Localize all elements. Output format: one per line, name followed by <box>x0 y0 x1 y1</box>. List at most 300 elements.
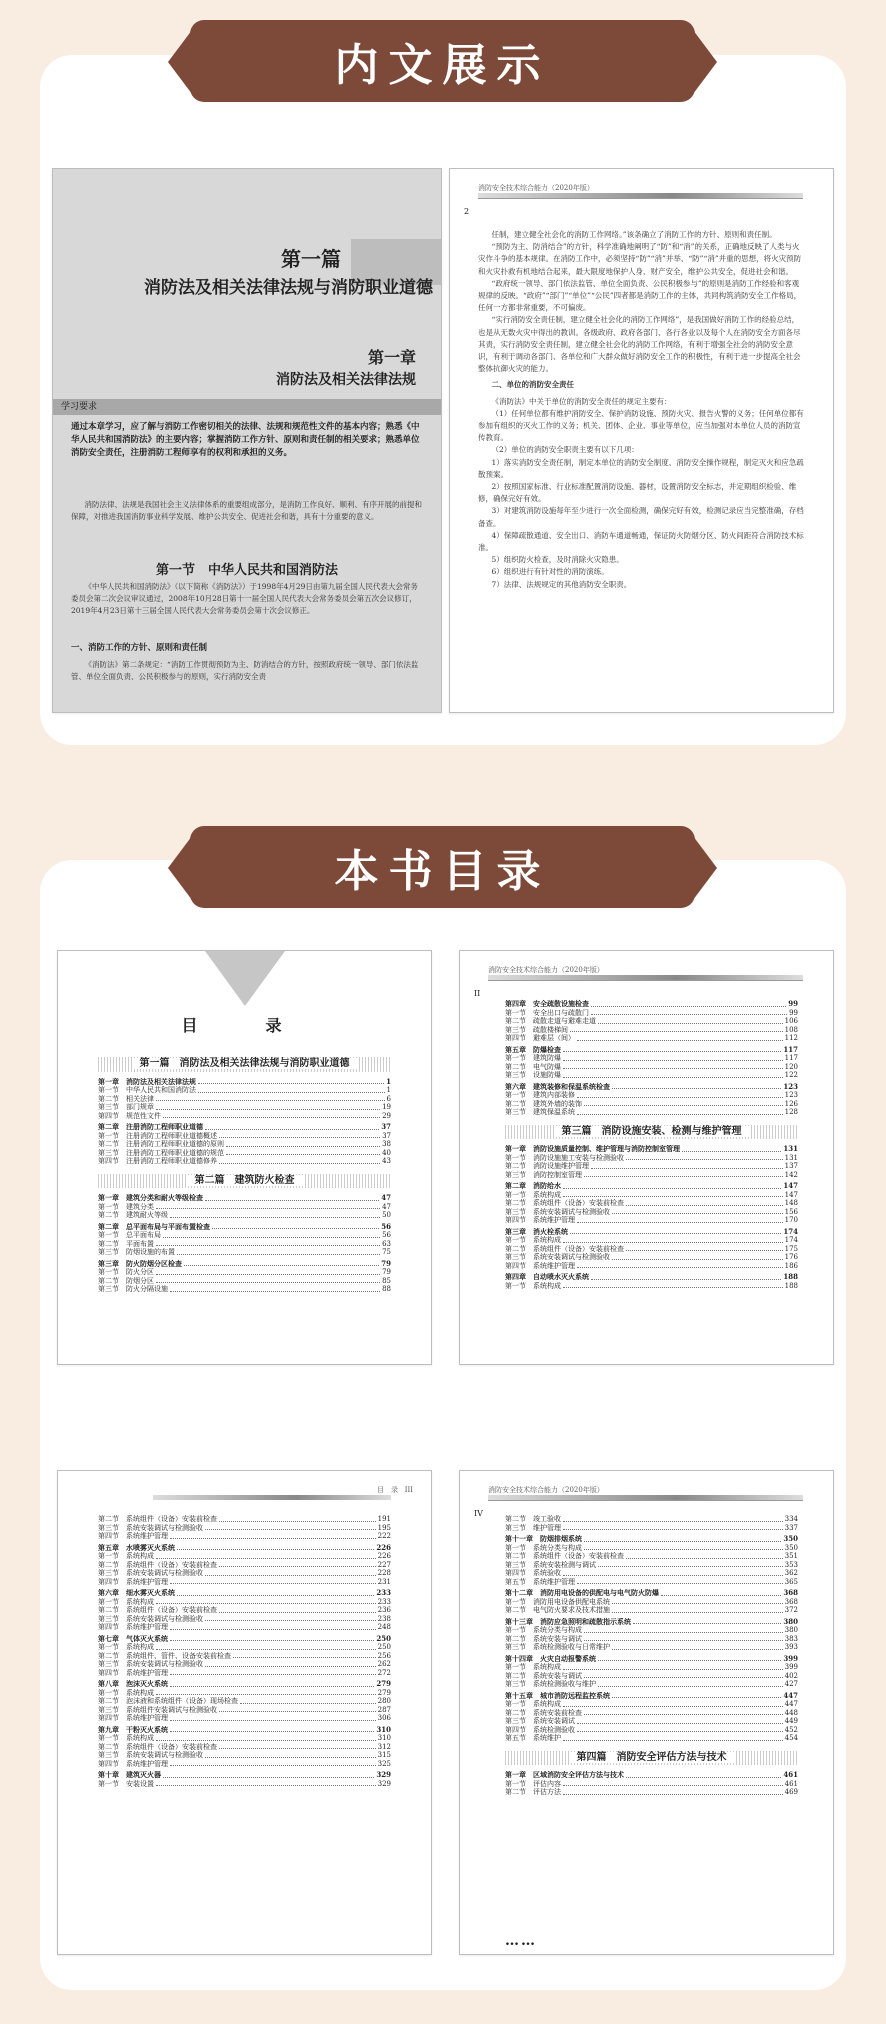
toc-section-row <box>505 1026 798 1035</box>
toc-page-number: 1 <box>386 1086 391 1094</box>
toc-section-row <box>505 1034 798 1043</box>
toc-leader-dots <box>626 1552 783 1559</box>
toc-section-row <box>98 1231 391 1240</box>
toc-page-number: 147 <box>783 1181 798 1190</box>
toc-leader-dots <box>563 1569 783 1576</box>
toc-page-number: 174 <box>783 1226 798 1236</box>
toc-list <box>505 1515 798 1797</box>
toc-entry-label: 第三章 防火防烟分区检查 <box>98 1258 182 1268</box>
toc-leader-dots <box>156 1689 376 1696</box>
toc-section-row <box>98 1714 391 1723</box>
toc-list <box>505 997 798 1290</box>
toc-section-row <box>505 1108 798 1117</box>
toc-leader-dots <box>219 1743 376 1750</box>
toc-leader-dots <box>577 1034 783 1041</box>
toc-page-number: 226 <box>377 1552 391 1560</box>
toc-entry-label: 第三节 消防控制室管理 <box>505 1170 582 1179</box>
toc-leader-dots <box>612 1643 783 1650</box>
toc-chapter-row <box>505 1083 798 1092</box>
toc-page-number: 188 <box>784 1281 798 1290</box>
toc-page-number: 329 <box>377 1779 391 1788</box>
toc-page-number: 427 <box>784 1680 798 1688</box>
toc-section-row <box>98 1268 391 1277</box>
toc-section-row <box>98 1615 391 1624</box>
toc-entry-label: 第一节 评估内容 <box>505 1779 561 1788</box>
toc-entry-label: 第一章 区域消防安全评估方法与技术 <box>505 1770 624 1779</box>
toc-leader-dots <box>170 1578 376 1585</box>
toc-leader-dots <box>563 1191 783 1198</box>
toc-leader-dots <box>170 1726 374 1733</box>
toc-leader-dots <box>577 1578 783 1585</box>
toc-entry-label: 第一节 中华人民共和国消防法 <box>98 1086 196 1094</box>
toc-chapter-row <box>98 1680 391 1689</box>
toc-page-number: 399 <box>783 1653 798 1663</box>
toc-section-row <box>505 1598 798 1607</box>
toc-page-number: 85 <box>382 1276 391 1285</box>
toc-leader-dots <box>598 1680 783 1687</box>
toc-page-number: 38 <box>382 1140 391 1148</box>
toc-page-number: 315 <box>377 1751 391 1759</box>
toc-page-number: 227 <box>377 1560 391 1569</box>
toc-page-4 <box>459 1470 834 1955</box>
toc-page-number: 156 <box>784 1207 798 1216</box>
toc-section-row <box>505 1216 798 1225</box>
toc-leader-dots <box>219 1515 376 1522</box>
toc-leader-dots <box>156 1734 376 1741</box>
toc-page-number: 402 <box>784 1671 798 1680</box>
chapter-title: 消防法及相关法律法规 <box>276 372 416 388</box>
toc-entry-label: 第三章 消火栓系统 <box>505 1226 568 1236</box>
toc-leader-dots <box>563 1524 783 1531</box>
toc-section-row <box>98 1203 391 1212</box>
toc-page-number: 88 <box>382 1285 391 1293</box>
paragraph: “政府统一领导、部门依法监管、单位全面负责、公民积极参与”的原则是消防工作经验和客观规律的反映。“政府”“部门”“单位”“公民”四者都是消防工作的主体，共同构筑消防安全工作格局，任何一方都非常重要，不可偏废。 <box>478 278 802 313</box>
toc-page-number: 56 <box>381 1221 391 1231</box>
toc-page-number: 449 <box>784 1717 798 1725</box>
toc-page-number: 188 <box>783 1272 798 1281</box>
more-ellipsis: …… <box>505 1933 537 1949</box>
toc-page-number: 147 <box>784 1190 798 1199</box>
running-head: 消防安全技术综合能力（2020年版） <box>488 966 604 974</box>
toc-entry-label: 第八章 泡沫灭火系统 <box>98 1679 168 1688</box>
paragraph: （2）单位的消防安全职责主要有以下几项： <box>491 445 639 455</box>
toc-entry-label: 第三节 系统安装调试与检测验收 <box>98 1660 203 1668</box>
toc-section-row <box>505 1726 798 1735</box>
toc-entry-label: 第五章 水喷雾灭火系统 <box>98 1542 175 1552</box>
toc-leader-dots <box>240 1697 376 1704</box>
toc-section-row <box>98 1240 391 1249</box>
toc-section-row <box>505 1524 798 1533</box>
toc-entry-label: 第二节 注册消防工程师职业道德的原则 <box>98 1140 224 1148</box>
toc-part-heading: 第一篇 消防法及相关法律法规与消防职业道德 <box>98 1057 391 1072</box>
toc-entry-label: 第三节 系统安装调试 <box>505 1717 575 1725</box>
toc-leader-dots <box>205 1615 376 1622</box>
toc-leader-dots <box>170 1669 376 1676</box>
toc-section-row <box>505 1709 798 1718</box>
paragraph: 2）按照国家标准、行业标准配置消防设施、器材，设置消防安全标志，并定期组织检验、维修，确保完好有效。 <box>478 482 797 504</box>
toc-page-number: 353 <box>784 1560 798 1569</box>
toc-entry-label: 第二节 平面布置 <box>98 1239 154 1248</box>
toc-section-row <box>98 1515 391 1524</box>
toc-entry-label: 第三节 系统检测验收与维护 <box>505 1680 596 1688</box>
toc-leader-dots <box>198 1078 384 1085</box>
header-rule-thin <box>488 1500 803 1501</box>
toc-page-number: 280 <box>377 1697 391 1705</box>
toc-leader-dots <box>563 1663 783 1670</box>
toc-entry-label: 第三节 系统安装调试与检测验收 <box>98 1569 203 1577</box>
toc-entry-label: 第一节 系统构成 <box>98 1643 154 1651</box>
toc-page-number: 142 <box>784 1170 798 1179</box>
toc-page-number: 128 <box>784 1108 798 1116</box>
toc-section-row <box>505 1635 798 1644</box>
toc-entry-label: 第二节 系统组件（设备）安装前检查 <box>505 1552 624 1560</box>
toc-leader-dots <box>170 1760 376 1767</box>
toc-entry-label: 第一节 消防设施施工安装与检测验收 <box>505 1153 624 1162</box>
toc-entry-label: 第一节 系统构成 <box>98 1597 154 1606</box>
toc-chapter-row <box>505 1692 798 1701</box>
toc-leader-dots <box>156 1240 380 1247</box>
toc-entry-label: 第二节 竣工验收 <box>505 1515 561 1523</box>
toc-entry-label: 第三节 系统安装调试与检测验收 <box>505 1207 610 1216</box>
toc-chapter-row <box>98 1544 391 1553</box>
toc-entry-label: 第三节 建筑保温系统 <box>505 1108 575 1116</box>
section-paragraph: 《中华人民共和国消防法》（以下简称《消防法》）于1998年4月29日由第九届全国人民代表大会常务委员会第二次会议审议通过，2008年10月28日第十一届全国人民代表大会常务委员会第五次会议修订，2019年4月23日第十三届全国人民代表大会常务委员会第十次会议修正。 <box>71 582 418 615</box>
toc-chapter-row <box>505 1535 798 1544</box>
toc-entry-label: 第三节 系统安装调试与检测验收 <box>98 1751 203 1759</box>
toc-page-number: 126 <box>784 1099 798 1108</box>
toc-page-number: 231 <box>377 1577 391 1586</box>
toc-section-row <box>98 1103 391 1112</box>
toc-page-number: 279 <box>376 1679 391 1688</box>
toc-section-row <box>98 1743 391 1752</box>
toc-page-number: 461 <box>783 1770 798 1779</box>
toc-leader-dots <box>584 1672 783 1679</box>
toc-page-number: 99 <box>789 1008 798 1017</box>
toc-section-row <box>98 1606 391 1615</box>
toc-entry-label: 第二节 系统组件（设备）安装前检查 <box>98 1560 217 1569</box>
toc-leader-dots <box>156 1552 376 1559</box>
toc-section-row <box>505 1282 798 1291</box>
toc-page-number: 325 <box>377 1759 391 1768</box>
page-body <box>478 229 805 591</box>
toc-leader-dots <box>563 1182 781 1189</box>
toc-entry-label: 第二节 系统组件（设备）安装前检查 <box>505 1244 624 1253</box>
sample-page-chapter-opening <box>52 168 442 713</box>
toc-page-number: 362 <box>784 1569 798 1577</box>
toc-page-number: 47 <box>381 1193 391 1202</box>
toc-leader-dots <box>563 1063 783 1070</box>
toc-leader-dots <box>198 1086 385 1093</box>
toc-section-row <box>505 1009 798 1018</box>
toc-leader-dots <box>584 1626 783 1633</box>
toc-section-row <box>98 1734 391 1743</box>
toc-page-number: 137 <box>784 1162 798 1170</box>
toc-leader-dots <box>219 1606 376 1613</box>
toc-chapter-row <box>505 1618 798 1627</box>
toc-section-row <box>505 1544 798 1553</box>
sample-page-text <box>449 168 834 713</box>
toc-leader-dots <box>205 1660 376 1667</box>
toc-leader-dots <box>633 1618 781 1625</box>
toc-section-row <box>98 1689 391 1698</box>
toc-entry-label: 第三节 防烟设施的布置 <box>98 1248 175 1256</box>
toc-entry-label: 第一节 系统分类与构成 <box>505 1543 582 1552</box>
toc-entry-label: 第一节 消防用电设备供配电系统 <box>505 1597 610 1606</box>
toc-section-row <box>505 1245 798 1254</box>
intro-paragraph: 消防法律、法规是我国社会主义法律体系的重要组成部分，是消防工作良好、顺利、有序开展的前提和保障，对推进我国消防事业科学发展、维护公共安全、促进社会和谐，具有十分重要的意义。 <box>71 500 422 521</box>
decor-triangle <box>205 951 285 1006</box>
toc-leader-dots <box>205 1194 379 1201</box>
toc-chapter-row <box>98 1194 391 1203</box>
toc-section-row <box>98 1751 391 1760</box>
toc-part-heading: 第二篇 建筑防火检查 <box>98 1174 391 1189</box>
toc-leader-dots <box>156 1095 385 1102</box>
toc-leader-dots <box>170 1532 376 1539</box>
toc-leader-dots <box>163 1771 374 1778</box>
toc-leader-dots <box>598 1017 783 1024</box>
toc-page-number: 122 <box>784 1071 798 1079</box>
paragraph: “预防为主、防消结合”的方针，科学准确地阐明了“防”和“消”的关系，正确地反映了人类与火灾作斗争的基本规律。在消防工作中，必须坚持“防”“消”并举、“防”“消”并重的思想，将火灾预防和火灾扑救有机地结合起来，最大限度地保护人身、财产安全，维护公共安全，促进社会和谐。 <box>478 242 802 276</box>
toc-page-number: 368 <box>784 1597 798 1606</box>
toc-entry-label: 第十章 建筑灭火器 <box>98 1770 161 1779</box>
paragraph: 《消防法》中关于单位的消防安全责任的规定主要有： <box>491 396 672 406</box>
toc-chapter-row <box>98 1589 391 1598</box>
toc-section-row <box>505 1606 798 1615</box>
part-number: 第一篇 <box>281 247 341 271</box>
toc-page-number: 452 <box>784 1725 798 1734</box>
toc-entry-label: 第二节 系统安装前检查 <box>505 1708 582 1717</box>
toc-leader-dots <box>156 1103 380 1110</box>
toc-entry-label: 第四节 系统验收 <box>505 1569 561 1577</box>
toc-page-number: 123 <box>784 1091 798 1099</box>
toc-section-row <box>98 1569 391 1578</box>
toc-page-number: 228 <box>377 1569 391 1577</box>
toc-page-number: 337 <box>784 1523 798 1532</box>
toc-page-number: 108 <box>784 1025 798 1034</box>
header-rule-thin <box>478 198 803 199</box>
toc-leader-dots <box>226 1149 380 1156</box>
toc-section-row <box>505 1091 798 1100</box>
toc-entry-label: 第三节 疏散楼梯间 <box>505 1025 568 1034</box>
paragraph: 1）落实消防安全责任制，制定本单位的消防安全制度、消防安全操作规程，制定灭火和应急疏散预案。 <box>478 457 804 479</box>
toc-entry-label: 第二节 系统组件、管件、设备安装前检查 <box>98 1651 231 1660</box>
toc-page-number: 186 <box>784 1261 798 1270</box>
toc-chapter-row <box>505 1771 798 1780</box>
toc-leader-dots <box>170 1211 380 1218</box>
toc-page-number: 222 <box>377 1532 391 1540</box>
toc-entry-label: 第三节 系统安装调试与检测验收 <box>505 1253 610 1261</box>
toc-entry-label: 第一节 系统构成 <box>505 1236 561 1244</box>
header-rule-thin <box>488 980 803 981</box>
toc-page-number: 469 <box>784 1788 798 1796</box>
toc-section-row <box>505 1063 798 1072</box>
toc-section-row <box>505 1017 798 1026</box>
toc-entry-label: 第二节 系统组件（设备）安装前检查 <box>98 1515 217 1523</box>
toc-entry-label: 第四节 系统维护管理 <box>505 1216 575 1224</box>
toc-section-row <box>505 1236 798 1245</box>
paragraph: （1）任何单位都有维护消防安全、保护消防设施、预防火灾、报告火警的义务；任何单位都有参加有组织的灭火工作的义务；机关、团体、企业、事业等单位，应当加强对本单位人员的消防宣传教育。 <box>478 408 804 443</box>
toc-page-number: 131 <box>783 1144 798 1153</box>
toc-page-number: 256 <box>377 1651 391 1660</box>
toc-section-row <box>98 1086 391 1095</box>
toc-page-number: 112 <box>784 1034 798 1042</box>
toc-entry-label: 第三节 设施防爆 <box>505 1071 561 1079</box>
toc-leader-dots <box>170 1285 380 1292</box>
toc-entry-label: 第一节 总平面布局 <box>98 1231 161 1239</box>
subsection-paragraph: 《消防法》第二条规定：“消防工作贯彻预防为主、防消结合的方针，按照政府统一领导、部门依法监管、单位全面负责、公民积极参与的原则，实行消防安全责 <box>71 660 419 681</box>
toc-page-number: 191 <box>377 1515 391 1523</box>
toc-entry-label: 第四节 系统维护管理 <box>505 1261 575 1270</box>
toc-leader-dots <box>219 1157 380 1164</box>
toc-page-number: 226 <box>376 1542 391 1552</box>
toc-entry-label: 第四节 注册消防工程师职业道德修养 <box>98 1157 217 1165</box>
toc-page-number: 47 <box>382 1202 391 1211</box>
toc-leader-dots <box>170 1635 374 1642</box>
subsection-title: 一、消防工作的方针、原则和责任制 <box>71 643 208 653</box>
toc-page-number: 372 <box>784 1606 798 1614</box>
toc-page-number: 399 <box>784 1663 798 1671</box>
toc-section-row <box>505 1788 798 1797</box>
toc-entry-label: 第二节 相关法律 <box>98 1094 154 1103</box>
toc-chapter-row <box>98 1078 391 1087</box>
toc-page-number: 56 <box>382 1231 391 1239</box>
toc-section-row <box>505 1663 798 1672</box>
toc-leader-dots <box>219 1132 380 1139</box>
toc-section-row <box>505 1672 798 1681</box>
toc-section-row <box>98 1157 391 1166</box>
toc-leader-dots <box>177 1248 380 1255</box>
toc-section-row <box>505 1162 798 1171</box>
toc-entry-label: 第四节 系统维护管理 <box>98 1577 168 1586</box>
toc-leader-dots <box>226 1140 380 1147</box>
toc-leader-dots <box>570 1228 781 1235</box>
toc-leader-dots <box>563 1236 783 1243</box>
toc-page-number: 248 <box>377 1623 391 1631</box>
toc-entry-label: 第十三章 消防应急照明和疏散指示系统 <box>505 1616 631 1626</box>
chapter-number: 第一章 <box>367 348 416 367</box>
toc-page-number: 40 <box>382 1148 391 1157</box>
toc-leader-dots <box>584 1535 781 1542</box>
toc-leader-dots <box>584 1171 783 1178</box>
toc-entry-label: 第一节 系统构成 <box>505 1663 561 1671</box>
toc-page-number: 329 <box>376 1770 391 1779</box>
content-preview-banner: 内文展示 <box>190 20 695 102</box>
toc-chapter-row <box>505 1589 798 1598</box>
toc-entry-label: 第三节 维护管理 <box>505 1523 561 1532</box>
toc-section-row <box>98 1112 391 1121</box>
toc-page-3 <box>57 1470 432 1955</box>
toc-page-number: 131 <box>784 1153 798 1162</box>
toc-section-row <box>505 1552 798 1561</box>
toc-leader-dots <box>577 1717 783 1724</box>
toc-page-number: 37 <box>381 1122 391 1131</box>
toc-page-number: 79 <box>381 1258 391 1268</box>
toc-leader-dots <box>626 1245 783 1252</box>
toc-page-number: 79 <box>382 1268 391 1276</box>
toc-chapter-row <box>98 1635 391 1644</box>
toc-entry-label: 第二章 注册消防工程师职业道德 <box>98 1122 203 1131</box>
toc-leader-dots <box>591 1162 783 1169</box>
toc-chapter-row <box>505 1000 798 1009</box>
page-number: 2 <box>464 207 470 216</box>
toc-leader-dots <box>563 1046 781 1053</box>
toc-entry-label: 第二章 消防给水 <box>505 1181 561 1190</box>
toc-entry-label: 第一节 系统构成 <box>505 1281 561 1290</box>
toc-leader-dots <box>612 1083 781 1090</box>
toc-page-number: 351 <box>784 1552 798 1560</box>
toc-page-2 <box>459 950 834 1365</box>
toc-chapter-row <box>505 1655 798 1664</box>
toc-leader-dots <box>163 1112 380 1119</box>
toc-page-number: 170 <box>784 1216 798 1224</box>
toc-page-number: 63 <box>382 1239 391 1248</box>
toc-page-number: 29 <box>382 1111 391 1120</box>
toc-chapter-row <box>505 1182 798 1191</box>
toc-page-number: 312 <box>377 1742 391 1751</box>
toc-entry-label: 第二节 电气防爆 <box>505 1062 561 1071</box>
toc-entry-label: 第四节 系统检测验收 <box>505 1725 575 1734</box>
toc-section-row <box>98 1706 391 1715</box>
learning-requirements-text: 通过本章学习，应了解与消防工作密切相关的法律、法规和规范性文件的基本内容；熟悉《中华人民共和国消防法》的主要内容；掌握消防工作方针、原则和责任制的相关要求；熟悉单位消防安全责任，注册消防工程师享有的权利和承担的义务。 <box>71 422 420 458</box>
paragraph: 4）保障疏散通道、安全出口、消防车通道畅通，保证防火防烟分区、防火间距符合消防技术标准。 <box>478 530 804 553</box>
toc-entry-label: 第四节 系统维护管理 <box>98 1668 168 1677</box>
toc-section-row <box>98 1095 391 1104</box>
toc-section-row <box>505 1626 798 1635</box>
toc-entry-label: 第四节 避难层（间） <box>505 1034 575 1042</box>
toc-entry-label: 第一节 注册消防工程师职业道德概述 <box>98 1131 217 1140</box>
toc-entry-label: 第二节 系统组件（设备）安装前检查 <box>98 1606 217 1614</box>
toc-page-number: 238 <box>377 1614 391 1623</box>
toc-entry-label: 第二节 系统组件（设备）安装前检查 <box>505 1199 624 1207</box>
toc-leader-dots <box>170 1623 376 1630</box>
paragraph: 6）组织进行有针对性的消防演练。 <box>491 567 609 577</box>
toc-page-number: 1 <box>386 1076 391 1086</box>
toc-entry-label: 第二章 总平面布局与平面布置检查 <box>98 1221 210 1231</box>
page-number: IV <box>474 1509 483 1518</box>
toc-section-row <box>505 1253 798 1262</box>
toc-chapter-row <box>98 1726 391 1735</box>
toc-section-row <box>505 1262 798 1271</box>
toc-leader-dots <box>612 1253 783 1260</box>
toc-leader-dots <box>163 1231 380 1238</box>
toc-entry-label: 第五节 系统维护管理 <box>505 1577 575 1586</box>
toc-entry-label: 第四章 安全疏散设施检查 <box>505 999 589 1008</box>
toc-leader-dots <box>577 1216 783 1223</box>
toc-entry-label: 第一章 消防设施质量控制、维护管理与消防控制室管理 <box>505 1144 680 1153</box>
toc-page-number: 148 <box>784 1199 798 1207</box>
toc-chapter-row <box>98 1771 391 1780</box>
toc-section-row <box>505 1071 798 1080</box>
toc-page-number: 50 <box>382 1211 391 1219</box>
toc-title: 目 录 <box>181 1016 308 1035</box>
running-head: 目 录 III <box>377 1486 413 1494</box>
toc-entry-label: 第二节 消防设施维护管理 <box>505 1162 589 1170</box>
toc-page-number: 117 <box>783 1044 798 1054</box>
toc-entry-label: 第四节 系统维护管理 <box>98 1532 168 1540</box>
toc-page-number: 287 <box>377 1705 391 1714</box>
toc-leader-dots <box>591 1009 787 1016</box>
toc-leader-dots <box>156 1203 380 1210</box>
toc-leader-dots <box>577 1726 783 1733</box>
toc-section-row <box>505 1717 798 1726</box>
toc-page-number: 250 <box>377 1643 391 1651</box>
toc-entry-label: 第三节 系统安装调试与检测验收 <box>98 1614 203 1623</box>
toc-chapter-row <box>505 1273 798 1282</box>
toc-page-number: 43 <box>382 1157 391 1165</box>
toc-entry-label: 第二节 系统组件（设备）安装前检查 <box>98 1742 217 1751</box>
toc-leader-dots <box>591 1273 781 1280</box>
learning-requirements-heading: 学习要求 <box>53 399 441 415</box>
